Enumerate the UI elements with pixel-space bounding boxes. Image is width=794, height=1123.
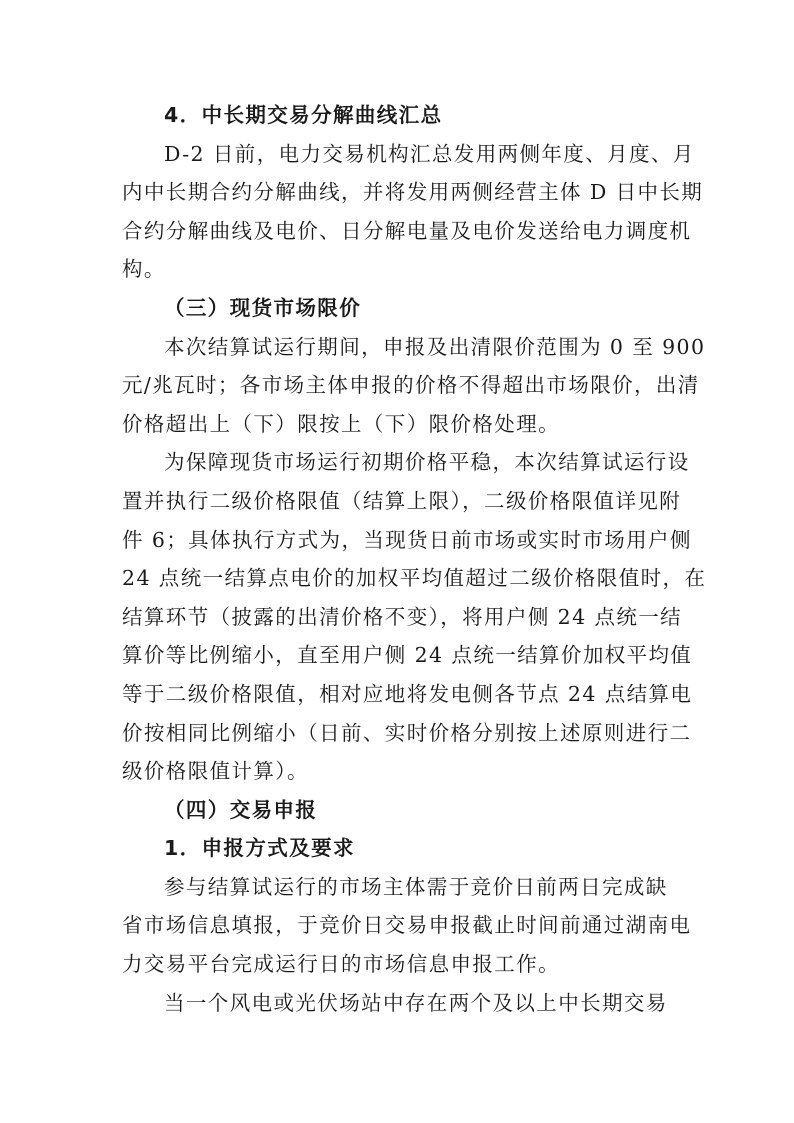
paragraph-line: 为保障现货市场运行初期价格平稳，本次结算试运行设 xyxy=(164,450,690,475)
paragraph-line: 省市场信息填报，于竞价日交易申报截止时间前通过湖南电 xyxy=(122,913,692,938)
paragraph-line: 级价格限值计算）。 xyxy=(122,759,309,784)
paragraph-line: 元/兆瓦时；各市场主体申报的价格不得超出市场限价，出清 xyxy=(122,373,700,398)
paragraph-line: 合约分解曲线及电价、日分解电量及电价发送给电力调度机 xyxy=(122,218,692,243)
paragraph-line: 参与结算试运行的市场主体需于竞价日前两日完成缺 xyxy=(164,874,668,899)
paragraph-line: 结算环节（披露的出清价格不变），将用户侧 24 点统一结 xyxy=(122,604,683,629)
section-heading-decomposition-curve: 4．中长期交易分解曲线汇总 xyxy=(164,103,443,127)
paragraph-line: 当一个风电或光伏场站中存在两个及以上中长期交易 xyxy=(164,990,668,1015)
paragraph-line: D-2 日前，电力交易机构汇总发用两侧年度、月度、月 xyxy=(164,141,695,166)
paragraph-line: 本次结算试运行期间，申报及出清限价范围为 0 至 900 xyxy=(164,334,706,359)
paragraph-line: 价格超出上（下）限按上（下）限价格处理。 xyxy=(122,411,560,436)
paragraph-line: 件 6；具体执行方式为，当现货日前市场或实时市场用户侧 xyxy=(122,527,692,552)
paragraph-line: 价按相同比例缩小（日前、实时价格分别按上述原则进行二 xyxy=(122,720,692,745)
paragraph-line: 等于二级价格限值，相对应地将发电侧各节点 24 点结算电 xyxy=(122,681,693,706)
section-heading-spot-price-limit: （三）现货市场限价 xyxy=(164,295,362,320)
document-body xyxy=(122,96,707,1022)
subsection-heading-declaration-method: 1．申报方式及要求 xyxy=(164,836,355,861)
paragraph-line: 算价等比例缩小，直至用户侧 24 点统一结算价加权平均值 xyxy=(122,643,693,668)
paragraph-line: 构。 xyxy=(122,257,166,282)
paragraph-line: 力交易平台完成运行日的市场信息申报工作。 xyxy=(122,952,560,977)
section-heading-trading-declaration: （四）交易申报 xyxy=(164,797,318,822)
paragraph-line: 内中长期合约分解曲线，并将发用两侧经营主体 D 日中长期 xyxy=(122,180,704,205)
paragraph-line: 置并执行二级价格限值（结算上限），二级价格限值详见附 xyxy=(122,488,682,513)
paragraph-line: 24 点统一结算点电价的加权平均值超过二级价格限值时，在 xyxy=(122,566,707,591)
